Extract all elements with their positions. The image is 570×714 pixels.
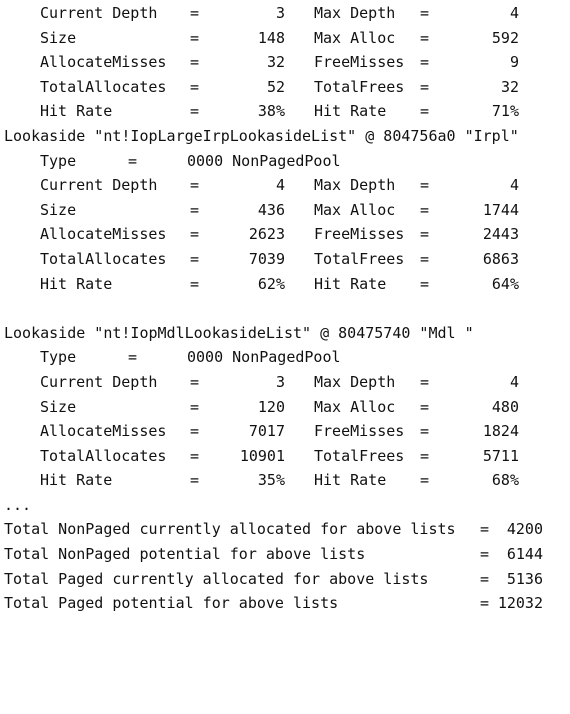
stat-label: Max Depth <box>314 372 396 391</box>
equals-sign: = <box>190 28 200 47</box>
stat-value: 52 <box>266 77 285 96</box>
total-label: Total Paged potential for above lists <box>4 594 339 613</box>
type-label: Type <box>40 348 77 367</box>
equals-sign: = <box>190 176 200 195</box>
equals-sign: = <box>190 102 200 121</box>
equals-sign: = <box>480 569 490 588</box>
equals-sign: = <box>420 200 430 219</box>
equals-sign: = <box>190 249 200 268</box>
equals-sign: = <box>420 53 430 72</box>
equals-sign: = <box>190 422 200 441</box>
total-value: 12032 <box>497 594 543 613</box>
stat-label: AllocateMisses <box>40 422 167 441</box>
stat-value: 436 <box>257 200 285 219</box>
stat-label: Hit Rate <box>40 471 113 490</box>
stat-row <box>0 272 570 297</box>
stat-value: 68% <box>491 471 519 490</box>
stat-row <box>0 419 570 444</box>
type-value: 0000 NonPagedPool <box>187 348 341 367</box>
stat-label: Max Alloc <box>314 200 396 219</box>
stat-value: 71% <box>491 102 519 121</box>
stat-value: 480 <box>491 397 519 416</box>
equals-sign: = <box>420 471 430 490</box>
equals-sign: = <box>480 520 490 539</box>
stat-value: 4 <box>509 372 519 391</box>
stat-value: 32 <box>500 77 519 96</box>
stat-value: 9 <box>509 53 519 72</box>
total-label: Total Paged currently allocated for above lists <box>4 569 429 588</box>
stat-value: 38% <box>257 102 285 121</box>
stat-label: Size <box>40 200 77 219</box>
equals-sign: = <box>190 372 200 391</box>
equals-sign: = <box>190 53 200 72</box>
stat-row <box>0 173 570 198</box>
stat-label: AllocateMisses <box>40 53 167 72</box>
equals-sign: = <box>420 4 430 22</box>
ellipsis-line <box>0 493 570 518</box>
total-row <box>0 567 570 592</box>
equals-sign: = <box>480 545 490 564</box>
equals-sign: = <box>190 77 200 96</box>
stat-label: TotalFrees <box>314 249 405 268</box>
stat-label: Current Depth <box>40 176 158 195</box>
stat-row <box>0 247 570 272</box>
equals-sign: = <box>190 274 200 293</box>
stat-label: TotalFrees <box>314 446 405 465</box>
lookaside-header-text: Lookaside "nt!IopMdlLookasideList" @ 80475740 "Mdl " <box>4 323 474 342</box>
stat-value: 4 <box>509 176 519 195</box>
stat-value: 120 <box>257 397 285 416</box>
equals-sign: = <box>190 200 200 219</box>
stat-value: 7017 <box>248 422 285 441</box>
total-value: 4200 <box>506 520 543 539</box>
stat-label: TotalAllocates <box>40 249 167 268</box>
equals-sign: = <box>420 397 430 416</box>
stat-value: 2443 <box>482 225 519 244</box>
stat-value: 2623 <box>248 225 285 244</box>
ellipsis: ... <box>4 495 32 514</box>
stat-label: Hit Rate <box>314 274 387 293</box>
total-value: 6144 <box>506 545 543 564</box>
stat-label: Max Depth <box>314 4 396 22</box>
blank-line <box>0 296 570 321</box>
stat-value: 148 <box>257 28 285 47</box>
equals-sign: = <box>480 594 490 613</box>
stat-row <box>0 395 570 420</box>
total-label: Total NonPaged currently allocated for above lists <box>4 520 456 539</box>
equals-sign: = <box>420 225 430 244</box>
stat-row <box>0 198 570 223</box>
equals-sign: = <box>190 446 200 465</box>
equals-sign: = <box>190 471 200 490</box>
stat-value: 10901 <box>239 446 285 465</box>
total-row <box>0 542 570 567</box>
type-row <box>0 149 570 174</box>
stat-value: 3 <box>275 372 285 391</box>
stat-value: 1744 <box>482 200 519 219</box>
stat-label: TotalAllocates <box>40 77 167 96</box>
stat-label: Hit Rate <box>314 471 387 490</box>
equals-sign: = <box>420 249 430 268</box>
stat-value: 35% <box>257 471 285 490</box>
stat-row <box>0 26 570 51</box>
equals-sign: = <box>420 274 430 293</box>
lookaside-header <box>0 321 570 346</box>
lookaside-header <box>0 124 570 149</box>
stat-label: Max Depth <box>314 176 396 195</box>
total-row <box>0 517 570 542</box>
total-row <box>0 591 570 616</box>
stat-label: Size <box>40 397 77 416</box>
equals-sign: = <box>190 397 200 416</box>
equals-sign: = <box>190 225 200 244</box>
stat-row <box>0 468 570 493</box>
equals-sign: = <box>190 4 200 22</box>
stat-row <box>0 50 570 75</box>
equals-sign: = <box>420 102 430 121</box>
type-label: Type <box>40 151 77 170</box>
equals-sign: = <box>420 77 430 96</box>
lookaside-header-text: Lookaside "nt!IopLargeIrpLookasideList" @ 804756a0 "Irpl" <box>4 126 519 145</box>
stat-row <box>0 370 570 395</box>
type-row <box>0 345 570 370</box>
stat-value: 7039 <box>248 249 285 268</box>
total-value: 5136 <box>506 569 543 588</box>
equals-sign: = <box>420 372 430 391</box>
stat-value: 64% <box>491 274 519 293</box>
equals-sign: = <box>420 176 430 195</box>
stat-value: 5711 <box>482 446 519 465</box>
stat-label: Max Alloc <box>314 397 396 416</box>
stat-value: 3 <box>275 4 285 22</box>
stat-label: Hit Rate <box>40 102 113 121</box>
stat-label: Current Depth <box>40 4 158 22</box>
type-value: 0000 NonPagedPool <box>187 151 341 170</box>
stat-value: 4 <box>275 176 285 195</box>
total-label: Total NonPaged potential for above lists <box>4 545 366 564</box>
stat-row <box>0 444 570 469</box>
equals-sign: = <box>420 422 430 441</box>
stat-label: TotalAllocates <box>40 446 167 465</box>
stat-label: FreeMisses <box>314 422 405 441</box>
equals-sign: = <box>420 28 430 47</box>
equals-sign: = <box>420 446 430 465</box>
stat-row <box>0 99 570 124</box>
stat-value: 592 <box>491 28 519 47</box>
stat-row <box>0 75 570 100</box>
stat-label: Hit Rate <box>314 102 387 121</box>
stat-label: Size <box>40 28 77 47</box>
stat-row <box>0 222 570 247</box>
stat-label: Max Alloc <box>314 28 396 47</box>
stat-value: 62% <box>257 274 285 293</box>
stat-label: Hit Rate <box>40 274 113 293</box>
stat-label: TotalFrees <box>314 77 405 96</box>
stat-value: 1824 <box>482 422 519 441</box>
stat-value: 4 <box>509 4 519 22</box>
equals-sign: = <box>128 151 138 170</box>
stat-row <box>0 1 570 26</box>
stat-value: 32 <box>266 53 285 72</box>
stat-value: 6863 <box>482 249 519 268</box>
stat-label: Current Depth <box>40 372 158 391</box>
stat-label: AllocateMisses <box>40 225 167 244</box>
stat-label: FreeMisses <box>314 225 405 244</box>
stat-label: FreeMisses <box>314 53 405 72</box>
equals-sign: = <box>128 348 138 367</box>
